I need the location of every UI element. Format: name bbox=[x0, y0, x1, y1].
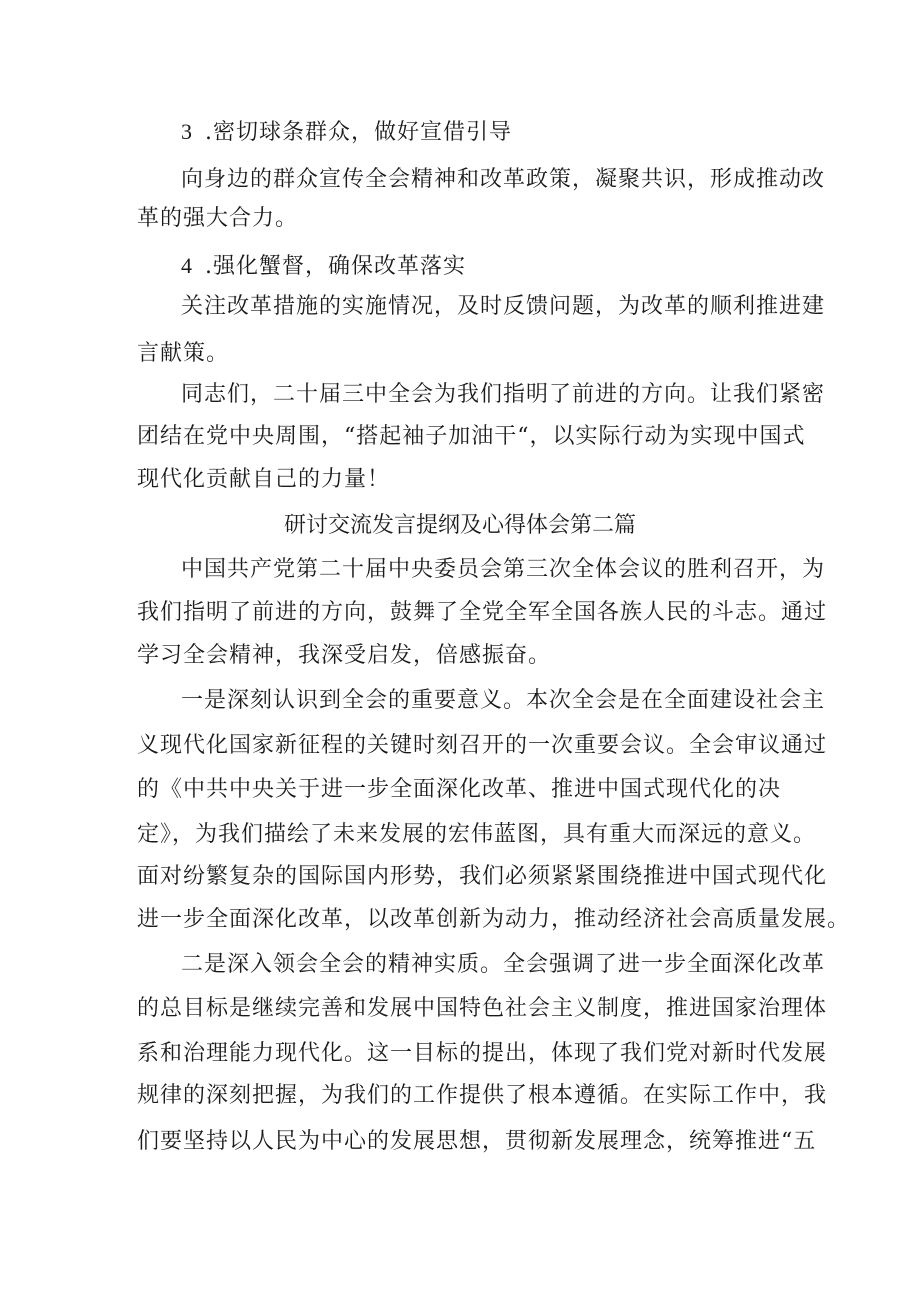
item-number: 4 bbox=[181, 253, 193, 278]
item-3-heading bbox=[181, 117, 831, 148]
body-line: 现代化贡献自己的力量！ bbox=[137, 467, 391, 492]
body-line: 二是深入领会全会的精神实质。全会强调了进一步全面深化改革 bbox=[181, 952, 826, 977]
body-line: 规律的深刻把握，为我们的工作提供了根本遵循。在实际工作中，我 bbox=[137, 1083, 828, 1108]
body-line: 进一步全面深化改革，以改革创新为动力，推动经济社会高质量发展。 bbox=[137, 907, 851, 932]
body-line: 同志们，二十届三中全会为我们指明了前进的方向。让我们紧密 bbox=[181, 382, 826, 407]
section-heading: 研讨交流发言提纲及心得体会第二篇 bbox=[283, 513, 636, 538]
body-line: 义现代化国家新征程的关键时刻召开的一次重要会议。全会审议通过 bbox=[137, 733, 828, 758]
body-line: 向身边的群众宣传全会精神和改革政策，凝聚共识，形成推动改 bbox=[181, 167, 826, 192]
body-line: 的总目标是继续完善和发展中国特色社会主义制度，推进国家治理体 bbox=[137, 996, 828, 1021]
item-title: .强化蟹督，确保改革落实 bbox=[205, 254, 466, 279]
body-line: 定》，为我们描绘了未来发展的宏伟蓝图，具有重大而深远的意义。 bbox=[137, 822, 817, 847]
body-line: 团结在党中央周围，“搭起袖子加油干“，以实际行动为实现中国式 bbox=[137, 424, 806, 449]
body-line: 言献策。 bbox=[137, 341, 230, 366]
body-line: 们要坚持以人民为中心的发展思想，贯彻新发展理念，统筹推进“五 bbox=[137, 1129, 817, 1154]
item-number: 3 bbox=[181, 119, 193, 144]
body-line: 关注改革措施的实施情况，及时反馈问题，为改革的顺利推进建 bbox=[181, 294, 826, 319]
item-4-heading bbox=[181, 251, 831, 282]
body-line: 的《中共中央关于进一步全面深化改革、推进中国式现代化的决 bbox=[137, 777, 782, 802]
item-title: .密切球条群众，做好宣借引导 bbox=[205, 120, 512, 145]
body-line: 系和治理能力现代化。这一目标的提出，体现了我们党对新时代发展 bbox=[137, 1041, 828, 1066]
body-line: 学习全会精神，我深受启发，倍感振奋。 bbox=[137, 643, 552, 668]
body-line: 一是深刻认识到全会的重要意义。本次全会是在全面建设社会主 bbox=[181, 688, 826, 713]
body-line: 面对纷繁复杂的国际国内形势，我们必须紧紧围绕推进中国式现代化 bbox=[137, 864, 828, 889]
body-line: 革的强大合力。 bbox=[137, 206, 299, 231]
body-line: 中国共产党第二十届中央委员会第三次全体会议的胜利召开，为 bbox=[181, 557, 826, 582]
body-line: 我们指明了前进的方向，鼓舞了全党全军全国各族人民的斗志。通过 bbox=[137, 600, 828, 625]
